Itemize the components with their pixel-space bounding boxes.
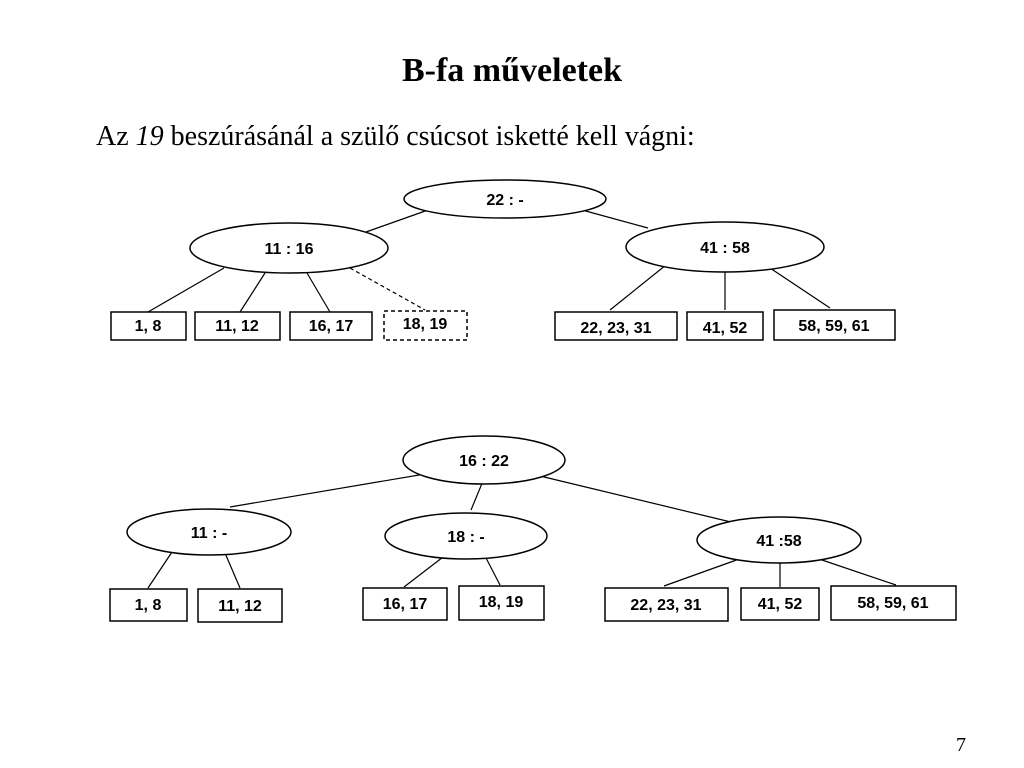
edge: [540, 476, 735, 523]
edge: [770, 268, 830, 308]
leaf-node: [363, 588, 447, 620]
tree-node-middle: [385, 513, 547, 559]
leaf-label: 18, 19: [402, 316, 448, 333]
tree-node-root: [403, 436, 565, 484]
edge: [366, 210, 428, 232]
leaf-label: 1, 8: [134, 597, 162, 614]
tree-node-right: [697, 517, 861, 563]
leaf-label: 11, 12: [218, 598, 262, 615]
leaf-label: 11, 12: [215, 318, 259, 335]
edge-dashed: [350, 268, 425, 310]
tree-node-left: [190, 223, 388, 273]
node-label: 16 : 22: [459, 453, 509, 470]
leaf-label: 58, 59, 61: [798, 318, 870, 335]
edge: [664, 558, 742, 586]
leaf-node: [741, 588, 819, 620]
subtitle-prefix: Az: [96, 121, 136, 152]
edge: [148, 268, 224, 312]
leaf-label: 22, 23, 31: [630, 597, 702, 614]
edge: [610, 265, 666, 310]
leaf-node: [111, 312, 186, 340]
leaf-node: [774, 310, 895, 340]
leaf-node: [555, 312, 677, 340]
page-number: 7: [956, 734, 966, 756]
leaf-label: 22, 23, 31: [580, 320, 652, 337]
leaf-label: 1, 8: [134, 318, 162, 335]
node-label: 22 : -: [486, 192, 524, 209]
edge: [471, 481, 483, 510]
node-label: 11 : -: [190, 525, 228, 542]
edge: [485, 556, 500, 585]
leaf-label: 58, 59, 61: [857, 595, 929, 612]
edge: [816, 558, 896, 585]
node-label: 11 : 16: [264, 241, 314, 258]
leaf-node: [687, 312, 763, 340]
page-title: B-fa műveletek: [401, 52, 622, 89]
leaf-node: [290, 312, 372, 340]
leaf-label: 16, 17: [308, 318, 354, 335]
node-label: 41 : 58: [700, 240, 750, 257]
node-label: 41 :58: [756, 533, 802, 550]
leaf-node: [195, 312, 280, 340]
edge: [230, 474, 425, 507]
edge: [225, 553, 240, 588]
edge: [148, 552, 172, 588]
leaf-node: [605, 588, 728, 621]
bottom-tree: [110, 436, 956, 622]
edge: [240, 273, 265, 312]
node-label: 18 : -: [447, 529, 485, 546]
leaf-label: 41, 52: [757, 596, 803, 613]
tree-node-left: [127, 509, 291, 555]
leaf-node: [459, 586, 544, 620]
tree-node-right: [626, 222, 824, 272]
leaf-node: [110, 589, 187, 621]
leaf-label: 41, 52: [702, 320, 748, 337]
leaf-node-new: [384, 311, 467, 340]
top-tree: [111, 180, 895, 340]
leaf-node: [198, 589, 282, 622]
edge: [404, 554, 447, 587]
subtitle-number: 19: [135, 121, 164, 152]
leaf-label: 18, 19: [478, 594, 524, 611]
leaf-label: 16, 17: [382, 596, 428, 613]
subtitle-suffix: beszúrásánál a szülő csúcsot isketté kell vágni:: [163, 121, 695, 152]
tree-node-root: [404, 180, 606, 218]
edge: [307, 273, 330, 312]
leaf-node: [831, 586, 956, 620]
edge: [582, 210, 648, 228]
